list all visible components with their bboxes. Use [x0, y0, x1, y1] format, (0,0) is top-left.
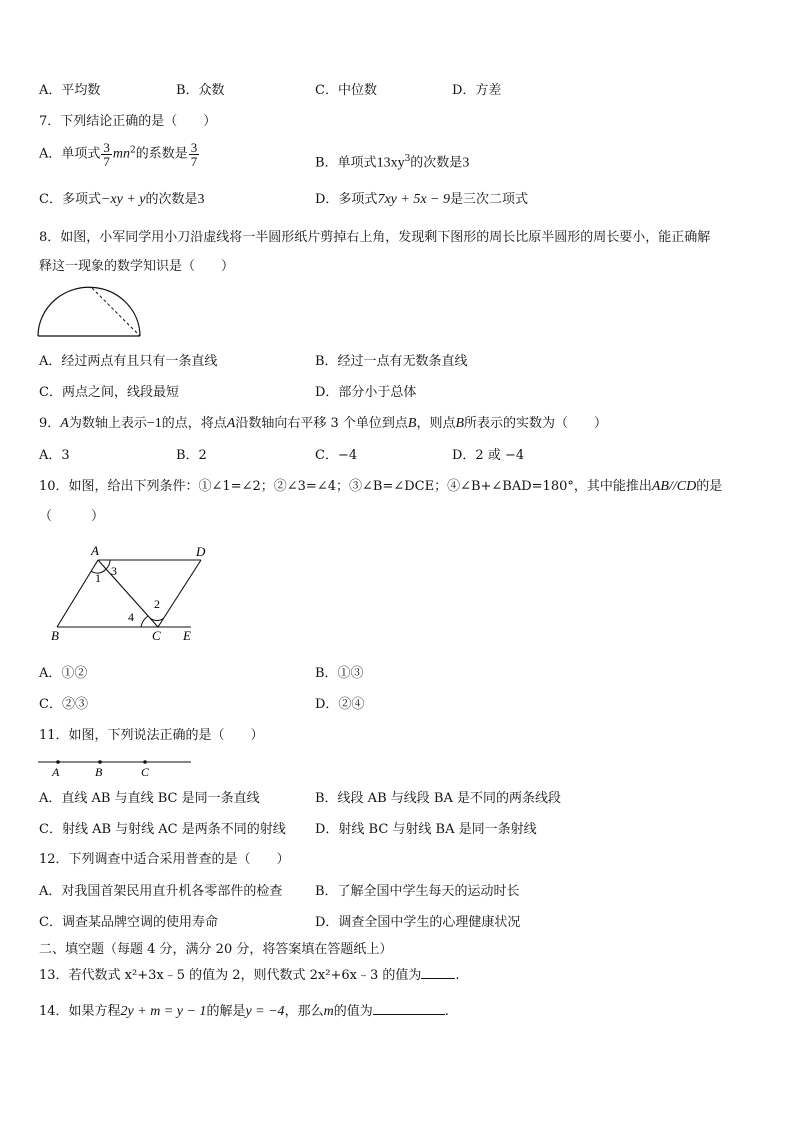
q7-d-mid: 是三次二项式: [449, 192, 528, 207]
q9-option-b: B．2: [176, 448, 207, 463]
q9-option-a: A．3: [39, 448, 70, 463]
q7-b-value: 3: [462, 155, 470, 171]
label-point-c: C: [141, 765, 150, 779]
q8-option-b: B．经过一点有无数条直线: [315, 354, 468, 369]
q7-c-mid: 的次数是: [145, 192, 198, 207]
q12-option-b: B．了解全国中学生每天的运动时长: [315, 884, 520, 899]
q12-option-c: C．调查某品牌空调的使用寿命: [39, 915, 218, 930]
q11-option-b: B．线段 AB 与线段 BA 是不同的两条线段: [315, 791, 561, 806]
q7-d-prefix: D．多项式: [315, 192, 378, 207]
label-b: B: [51, 628, 59, 643]
q14-stem: [39, 1003, 449, 1021]
angle-label-1: 1: [95, 571, 101, 585]
q8-option-d: D．部分小于总体: [315, 385, 417, 400]
q12-option-a: A．对我国首架民用直升机各零部件的检查: [39, 884, 283, 899]
q14-post: 的值为: [333, 1004, 373, 1019]
q14-mid2: ，那么: [284, 1004, 324, 1019]
q7-a-monomial: mn: [112, 146, 131, 162]
point-a: [56, 760, 60, 764]
q14-equation: 2y + m = y − 1: [120, 1004, 207, 1019]
q7-a-frac-num: 3: [103, 140, 110, 155]
q7-option-d: [315, 191, 528, 209]
q7-a-mid: 的系数是: [135, 146, 188, 162]
q10-option-c: C．②③: [39, 697, 88, 712]
semicircle-figure: [36, 284, 142, 340]
line-dc: [158, 560, 201, 627]
q7-option-c: [39, 191, 205, 209]
q9-stem: [39, 415, 607, 433]
q14-answer-blank[interactable]: [373, 1014, 445, 1015]
angle-4-arc: [141, 616, 148, 627]
q8-stem-line1: 8．如图，小军同学用小刀沿虚线将一半圆形纸片剪掉右上角，发现剩下图形的周长比原半圆形的周长要小，能正确解: [39, 230, 711, 245]
q9-text-5: 所表示的实数为（ ）: [464, 416, 608, 431]
q7-b-mid: 的次数是: [410, 155, 463, 171]
q9-option-d: D．2 或 −4: [452, 448, 525, 463]
q7-b-monomial: 13xy: [376, 155, 405, 171]
q7-a-fraction-2: [189, 141, 200, 168]
q11-option-c: C．射线 AB 与射线 AC 是两条不同的射线: [39, 822, 286, 837]
point-b: [98, 760, 102, 764]
line-abc-figure: [36, 753, 194, 779]
angle-label-2: 2: [154, 597, 160, 611]
q7-option-b: [315, 150, 469, 172]
q10-option-d: D．②④: [315, 697, 365, 712]
q6-option-b: B．众数: [176, 83, 225, 98]
q11-option-d: D．射线 BC 与射线 BA 是同一条射线: [315, 822, 537, 837]
q9-point-a: A: [60, 416, 69, 431]
angle-3-arc: [106, 560, 110, 569]
q14-variable: m: [323, 1004, 334, 1019]
label-point-a: A: [52, 765, 60, 779]
q7-a-frac2-num: 3: [190, 140, 198, 155]
q10-stem-pre: 10．如图，给出下列条件：①∠1=∠2；②∠3=∠4；③∠B=∠DCE；④∠B+∠BAD=180°，其中能推出: [39, 479, 652, 494]
label-c: C: [152, 628, 161, 643]
q9-text-4: ，则点: [416, 416, 456, 431]
point-c: [143, 760, 147, 764]
q9-text-3: 沿数轴向右平移 3 个单位到点: [235, 416, 408, 431]
q9-point-b: B: [407, 416, 417, 431]
q13-text: 13．若代数式 x²+3x﹣5 的值为 2，则代数式 2x²+6x﹣3 的值为: [39, 968, 422, 983]
q10-option-b: B．①③: [315, 666, 364, 681]
q9-point-a-2: A: [226, 416, 236, 431]
q7-a-frac-den: 7: [103, 154, 110, 169]
semicircle-arc: [38, 287, 94, 336]
label-point-b: B: [95, 765, 103, 779]
angle-label-3: 3: [111, 564, 117, 578]
q13-answer-blank[interactable]: [421, 978, 455, 979]
q9-text-1: 为数轴上表示: [68, 416, 147, 431]
q14-solution: y = −4: [245, 1004, 285, 1019]
q7-c-polynomial: −xy + y: [100, 192, 146, 207]
q7-b-prefix: B．单项式: [315, 155, 377, 171]
q7-d-polynomial: 7xy + 5x − 9: [377, 192, 450, 207]
q10-stem-post: 的是: [696, 479, 723, 494]
q9-point-b-2: B: [455, 416, 465, 431]
label-a: A: [91, 543, 99, 558]
q10-option-a: A．①②: [39, 666, 88, 681]
q6-option-a: A．平均数: [39, 83, 101, 98]
label-d: D: [196, 544, 206, 559]
q8-option-c: C．两点之间，线段最短: [39, 385, 179, 400]
q9-value: −1: [146, 416, 162, 431]
q14-end: .: [444, 1004, 449, 1019]
q10-stem: [39, 478, 722, 496]
section-2-heading: 二、填空题（每题 4 分，满分 20 分，将答案填在答题纸上）: [39, 942, 393, 957]
q7-option-a: [39, 141, 200, 175]
q7-c-prefix: C．多项式: [39, 192, 101, 207]
q7-a-prefix: A．单项式: [39, 146, 101, 162]
q12-option-d: D．调查全国中学生的心理健康状况: [315, 915, 521, 930]
q14-pre: 14．如果方程: [39, 1004, 121, 1019]
q8-option-a: A．经过两点有且只有一条直线: [39, 354, 218, 369]
q6-option-d: D．方差: [452, 83, 502, 98]
q7-a-frac2-den: 7: [190, 154, 198, 169]
line-ab: [57, 560, 98, 627]
q14-mid: 的解是: [206, 1004, 246, 1019]
angle-label-4: 4: [128, 610, 134, 624]
q9-text-2: 的点，将点: [161, 416, 227, 431]
q9-num: 9．: [39, 416, 61, 431]
q7-c-value: 3: [197, 192, 205, 207]
q9-option-c: C．−4: [315, 448, 358, 463]
label-e: E: [183, 628, 191, 643]
q7-stem: 7．下列结论正确的是（ ）: [39, 114, 217, 129]
q8-stem-line2: 释这一现象的数学知识是（ ）: [39, 259, 235, 274]
q7-a-exponent: 2: [130, 145, 136, 156]
parallelogram-figure: [46, 542, 204, 642]
q11-option-a: A．直线 AB 与直线 BC 是同一条直线: [39, 791, 260, 806]
q7-a-fraction: [101, 141, 112, 168]
q12-stem: 12．下列调查中适合采用普查的是（ ）: [39, 852, 290, 867]
q13-stem: [39, 967, 460, 985]
q11-stem: 11．如图，下列说法正确的是（ ）: [39, 728, 264, 743]
q7-b-exponent: 3: [404, 154, 411, 164]
q10-stem-math: AB//CD: [651, 479, 697, 494]
q13-end: .: [455, 968, 460, 983]
q10-stem-line2: （ ）: [39, 509, 105, 524]
q6-option-c: C．中位数: [315, 83, 377, 98]
